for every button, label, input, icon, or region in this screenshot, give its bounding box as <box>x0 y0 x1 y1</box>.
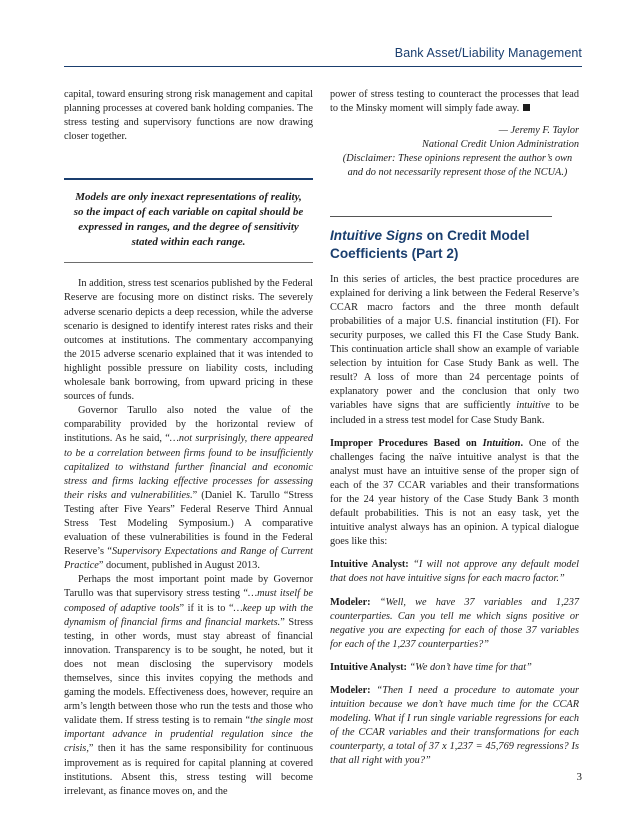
text-run: ” then it has the same responsibility for continuous improvement as is required for capital planning at covered institutions. Absent this, stress testing will become irrelevant, as finance moves on, and the <box>64 743 313 797</box>
quote: the single most important advance in prudential regulation since the crisis, <box>64 715 313 755</box>
section-heading <box>330 227 579 263</box>
speaker-line: “We don’t have time for that” <box>409 661 532 673</box>
dialogue-line <box>330 684 579 769</box>
text-run: ” document, published in August 2013. <box>98 560 260 572</box>
section-heading-italic: Intuitive Signs <box>330 227 423 243</box>
running-header: Bank Asset/Liability Management <box>394 46 582 60</box>
speaker-line: “I will not approve any default model that does not have intuitive signs for each macro factor.” <box>330 559 579 585</box>
left-column <box>64 88 313 799</box>
text-run: In this series of articles, the best practice procedures are explained for deriving a link between the Federal Reserve’s CCAR macro factors and the three month default probabilities of a major U.S. financial institution (FI). For security purposes, we called this FI the Case Study Bank. This continuation article shall show an example of variable selection by intuition for Case Study Bank as well. The result? A loss of more than 24 percentage points of explanatory power and the conclusion that only two variables have signs that are sufficiently <box>330 273 579 412</box>
speaker-line: “Then I need a procedure to automate your intuition because we don’t have much time for the CCAR modeling. What if I run single variable regressions for each of the CCAR variables and their transformations for each counterparty, a total of 37 x 1,237 = 45,769 regressions? Is that all right with you?” <box>330 685 579 767</box>
dialogue-line <box>330 558 579 586</box>
left-paragraph-1: capital, toward ensuring strong risk management and capital planning processes at covered bank holding companies. The stress testing and supervisory functions are now drawing closer together. <box>64 89 313 143</box>
header-rule <box>64 66 582 67</box>
text-run: ” Stress testing, in other words, must stay abreast of financial innovation. Transparency is to be sought, he noted, but it does not mean disclosing the supervisory models themselves, since this invites copying the methods and gaming the models. Effectiveness does, however, require an arm’s length between those who run the tests and those who validate them. If stress testing is to remain “ <box>64 616 313 727</box>
section-divider <box>330 216 552 217</box>
text-run: to be included in a stress test model for Case Study Bank. <box>330 400 579 426</box>
text-run: ” (Daniel K. Tarullo “Stress Testing after Five Years” Federal Reserve Third Annual Stress Test Modeling Symposium.) A comparative evaluation of these vulnerabilities is found in the Federal Reserve’s “ <box>64 489 313 558</box>
section-heading-rest: on Credit Model Coefficients (Part 2) <box>330 227 530 261</box>
speaker-label: Intuitive Analyst: <box>330 661 407 673</box>
tarullo-quote: …not surprisingly, there appeared to be a correlation between firms found to be insufficiently capitalized to withstand further financial and economic stress and firms lacking effective processes for assessing their risks and vulnerabilities. <box>64 433 313 501</box>
dialogue-line <box>330 596 579 652</box>
document-title: Supervisory Expectations and Range of Current Practice <box>64 546 313 572</box>
speaker-line: “Well, we have 37 variables and 1,237 counterparties. Can you tell me which signs positive or negative you are expecting for each of those 37 variables for each of the 1,237 counterparties?” <box>330 596 579 650</box>
author-name: — Jeremy F. Taylor <box>498 125 579 137</box>
author-disclaimer: (Disclaimer: These opinions represent the author’s own and do not necessarily represent those of the NCUA.) <box>342 153 573 179</box>
left-paragraph-3 <box>64 404 313 573</box>
left-paragraph-4 <box>64 573 313 799</box>
quote: …must itself be composed of adaptive tools <box>64 588 313 614</box>
text-run: ” if it is to “ <box>179 602 234 614</box>
quote: …keep up with the dynamism of financial firms and financial markets. <box>64 602 313 628</box>
dialogue-line <box>330 661 579 675</box>
emphasis: Intuition <box>482 437 521 449</box>
text-run: One of the challenges facing the naïve intuitive analyst is that the analyst must have an intuitive sense of the proper sign of each of the 37 CCAR variables and their transformations for the 24 year history of the Case Study Bank 3 month default probabilities. This is not an easy task, yet the intuitive analyst always has an opinion. A typical dialogue goes like this: <box>330 437 579 548</box>
speaker-label: Modeler: <box>330 685 371 696</box>
right-paragraph-1 <box>330 88 579 116</box>
text-run: Perhaps the most important point made by Governor Tarullo was that supervisory stress testing “ <box>64 574 313 600</box>
text-run: . <box>520 437 524 449</box>
run-in-heading <box>330 438 523 449</box>
right-paragraph-2 <box>330 273 579 428</box>
text-run: Governor Tarullo also noted the value of the comparability provided by the horizontal review of institutions. As he said, “ <box>64 405 313 445</box>
speaker-label: Intuitive Analyst: <box>330 559 409 571</box>
emphasis: intuitive <box>516 400 550 412</box>
end-of-article-mark <box>523 104 530 111</box>
left-paragraph-2: In addition, stress test scenarios published by the Federal Reserve are focusing more on distinct risks. The severely adverse scenario depicts a deep recession, while the adverse scenario is designed to identify interest rates risks and their outcomes at institutions. The commentary accompanying the 2015 adverse scenario explained that it was intended to highlight possible pressure on liability costs, including wholesale bank borrowing, from upward pricing in these sources of funds. <box>64 278 313 403</box>
text-run: Improper Procedures Based on <box>330 437 483 449</box>
speaker-label: Modeler: <box>330 596 371 608</box>
right-column <box>330 88 579 769</box>
text-run: power of stress testing to counteract the processes that lead to the Minsky moment will simply fade away. <box>330 89 579 115</box>
author-organization: National Credit Union Administration <box>421 139 579 151</box>
pull-quote: Models are only inexact representations of reality, so the impact of each variable on capital should be expressed in ranges, and the degree of sensitivity stated within each range. <box>64 178 313 263</box>
right-paragraph-3 <box>330 437 579 550</box>
page-number: 3 <box>576 771 582 783</box>
